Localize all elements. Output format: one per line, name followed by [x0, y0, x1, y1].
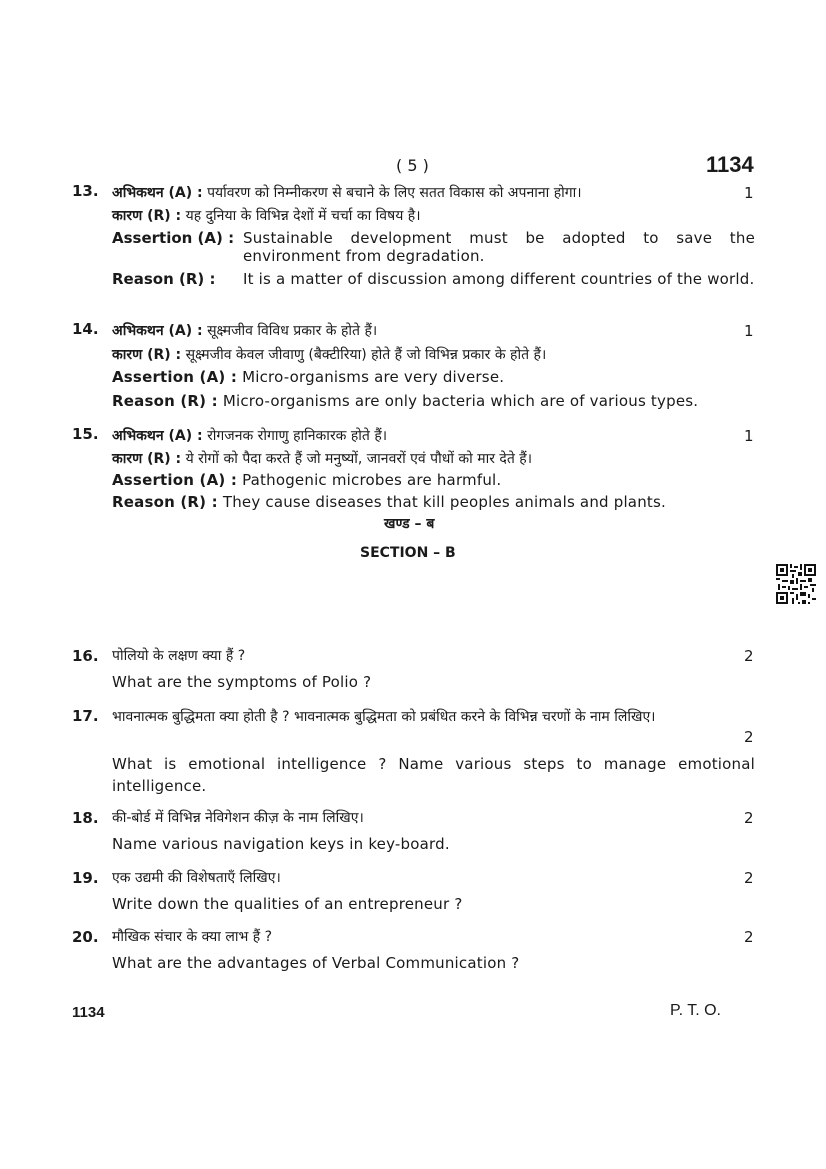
question-english: Write down the qualities of an entrepreneur ?: [112, 895, 463, 913]
hi-assertion-text: सूक्ष्मजीव विविध प्रकार के होते हैं।: [207, 323, 378, 339]
question-number: 17.: [72, 707, 99, 725]
marks: 2: [744, 809, 754, 827]
question-number: 15.: [72, 425, 99, 443]
question-english: Name various navigation keys in key-board.: [112, 835, 450, 853]
question-number: 18.: [72, 809, 99, 827]
en-assertion-label: Assertion (A) :: [112, 368, 238, 386]
hi-reason-text: सूक्ष्मजीव केवल जीवाणु (बैक्टीरिया) होते हैं जो विभिन्न प्रकार के होते हैं।: [185, 347, 547, 363]
question-number: 19.: [72, 869, 99, 887]
section-heading: SECTION – B: [360, 545, 456, 561]
qr-code-icon: [776, 564, 816, 604]
en-assertion-text: Pathogenic microbes are harmful.: [242, 471, 502, 489]
hi-assertion-label: अभिकथन (A) :: [112, 185, 203, 201]
en-assertion-label: Assertion (A) :: [112, 229, 235, 247]
hi-assertion-text: पर्यावरण को निम्नीकरण से बचाने के लिए सतत विकास को अपनाना होगा।: [207, 185, 582, 201]
en-assertion-text: Micro-organisms are very diverse.: [242, 368, 505, 386]
en-reason-label: Reason (R) :: [112, 493, 218, 511]
question-hindi: की-बोर्ड में विभिन्न नेविगेशन कीज़ के नाम लिखिए।: [112, 810, 364, 826]
hi-reason-text: ये रोगों को पैदा करते हैं जो मनुष्यों, जानवरों एवं पौधों को मार देते हैं।: [185, 451, 533, 467]
question-number: 14.: [72, 320, 99, 338]
en-reason-label: Reason (R) :: [112, 392, 218, 410]
hi-assertion-label: अभिकथन (A) :: [112, 428, 203, 444]
marks: 2: [744, 728, 754, 746]
section-heading-hindi: खण्ड – ब: [384, 516, 435, 532]
question-hindi: पोलियो के लक्षण क्या हैं ?: [112, 648, 246, 664]
marks: 2: [744, 928, 754, 946]
question-english: What is emotional intelligence ? Name various steps to manage emotional intelligence.: [112, 755, 755, 795]
question-hindi: एक उद्यमी की विशेषताएँ लिखिए।: [112, 870, 281, 886]
hi-reason-label: कारण (R) :: [112, 347, 182, 363]
marks: 1: [744, 184, 754, 202]
question-number: 20.: [72, 928, 99, 946]
marks: 2: [744, 869, 754, 887]
question-hindi: भावनात्मक बुद्धिमता क्या होती है ? भावनात्मक बुद्धिमता को प्रबंधित करने के विभिन्न चरणों के नाम लिखिए।: [112, 709, 656, 725]
en-reason-text: They cause diseases that kill peoples animals and plants.: [222, 493, 666, 511]
hi-reason-label: कारण (R) :: [112, 208, 182, 224]
en-assertion-text: Sustainable development must be adopted to save the environment from degradation.: [243, 229, 755, 265]
marks: 2: [744, 647, 754, 665]
page-number: ( 5 ): [396, 156, 429, 175]
en-assertion-label: Assertion (A) :: [112, 471, 238, 489]
hi-assertion-label: अभिकथन (A) :: [112, 323, 203, 339]
question-hindi: मौखिक संचार के क्या लाभ हैं ?: [112, 929, 273, 945]
paper-code: 1134: [706, 152, 754, 177]
footer-paper-code: 1134: [72, 1004, 105, 1021]
marks: 1: [744, 427, 754, 445]
hi-reason-text: यह दुनिया के विभिन्न देशों में चर्चा का विषय है।: [185, 208, 421, 224]
en-reason-text: Micro-organisms are only bacteria which are of various types.: [222, 392, 699, 410]
en-reason-text: It is a matter of discussion among different countries of the world.: [243, 270, 755, 288]
question-english: What are the advantages of Verbal Communication ?: [112, 954, 520, 972]
en-reason-label: Reason (R) :: [112, 270, 216, 288]
question-number: 16.: [72, 647, 99, 665]
hi-reason-label: कारण (R) :: [112, 451, 182, 467]
hi-assertion-text: रोगजनक रोगाणु हानिकारक होते हैं।: [207, 428, 388, 444]
marks: 1: [744, 322, 754, 340]
please-turn-over: P. T. O.: [670, 1002, 721, 1019]
question-number: 13.: [72, 182, 99, 200]
question-english: What are the symptoms of Polio ?: [112, 673, 372, 691]
